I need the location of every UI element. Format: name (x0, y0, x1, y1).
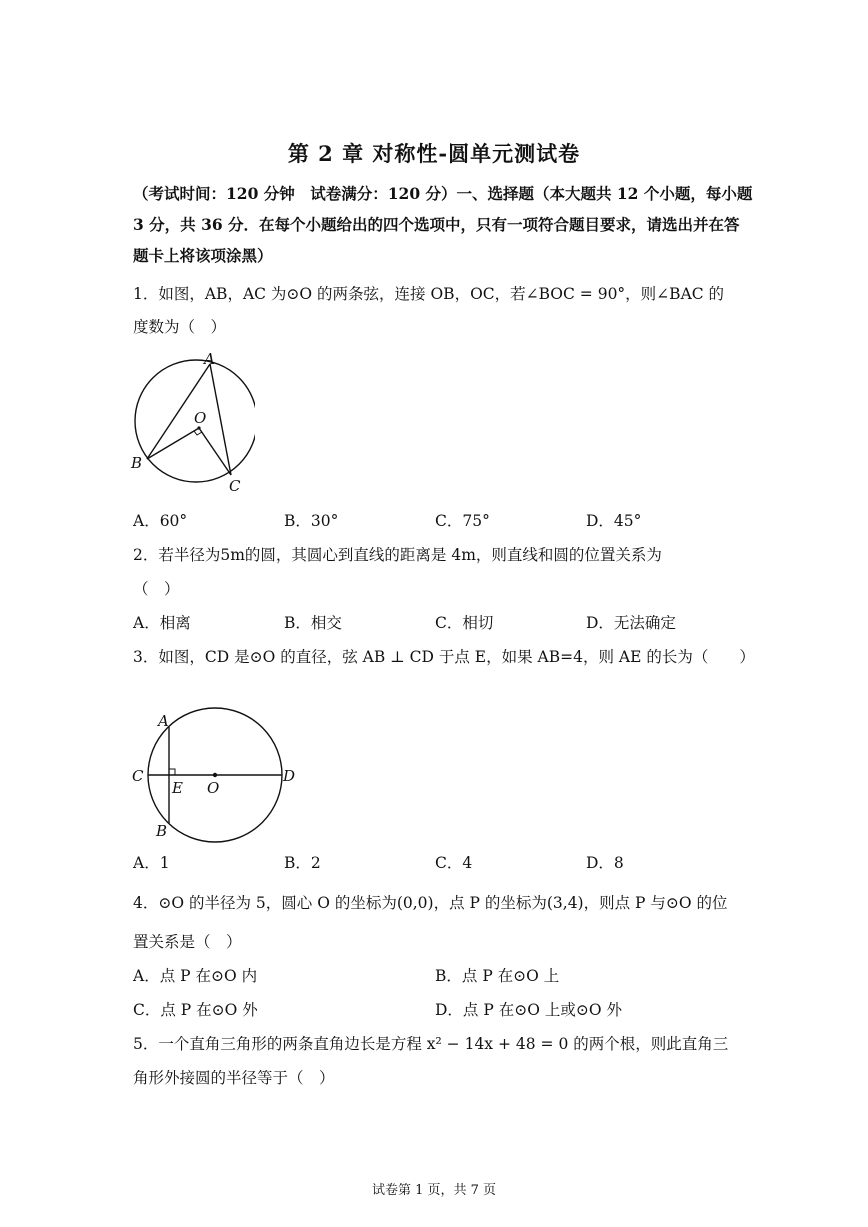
q1-stem-line1: 1．如图，AB，AC 为⊙O 的两条弦，连接 OB，OC，若∠BOC = 90°，则∠BAC 的 (133, 285, 725, 303)
q1-stem-line2: 度数为（ ） (133, 318, 227, 336)
q2-option-d: D．无法确定 (586, 614, 676, 632)
q5-stem-line2: 角形外接圆的半径等于（ ） (133, 1069, 335, 1087)
q3-option-d: D．8 (586, 854, 624, 872)
q1-option-b: B．30° (284, 512, 339, 530)
q3-stem-line1: 3．如图，CD 是⊙O 的直径，弦 AB ⊥ CD 于点 E，如果 AB=4，则 AE 的长为（ ） (133, 648, 755, 666)
q5-stem-line1: 5．一个直角三角形的两条直角边长是方程 x² − 14x + 48 = 0 的两个根，则此直角三 (133, 1035, 729, 1053)
q4-option-a: A．点 P 在⊙O 内 (133, 967, 258, 985)
q4-stem-line1: 4．⊙O 的半径为 5，圆心 O 的坐标为(0,0)，点 P 的坐标为(3,4)，则点 P 与⊙O 的位 (133, 894, 728, 912)
q3-label-b: B (156, 822, 168, 840)
q3-label-c: C (132, 767, 144, 785)
q4-option-d: D．点 P 在⊙O 上或⊙O 外 (435, 1001, 622, 1019)
q2-option-a: A．相离 (133, 614, 191, 632)
q3-label-a: A (158, 712, 169, 730)
q3-label-e: E (172, 779, 183, 797)
q1-option-a: A．60° (133, 512, 188, 530)
q1-label-c: C (229, 477, 241, 495)
q2-stem-line1: 2．若半径为5m的圆，其圆心到直线的距离是 4m，则直线和圆的位置关系为 (133, 546, 662, 564)
q4-option-b: B．点 P 在⊙O 上 (435, 967, 560, 985)
page-footer: 试卷第 1 页，共 7 页 (371, 1183, 497, 1198)
q1-option-c: C．75° (435, 512, 490, 530)
q4-stem-line2: 置关系是（ ） (133, 933, 242, 951)
q3-option-c: C．4 (435, 854, 473, 872)
q2-stem-line2: （ ） (133, 580, 180, 598)
q1-label-a: A (204, 350, 215, 368)
q3-label-d: D (283, 767, 296, 785)
section-instructions: （考试时间：120 分钟 试卷满分：120 分）一、选择题（本大题共 12 个小题，每小题 3 分，共 36 分．在每个小题给出的四个选项中，只有一项符合题目要求，请选出并在答题卡上将该项涂黑） (133, 184, 753, 265)
q1-label-o: O (194, 409, 207, 427)
page-title: 第 2 章 对称性-圆单元测试卷 (287, 141, 581, 166)
q1-figure (125, 348, 255, 498)
q3-option-a: A．1 (133, 854, 170, 872)
q3-label-o: O (207, 779, 220, 797)
q2-option-b: B．相交 (284, 614, 342, 632)
q3-figure (125, 705, 305, 845)
q3-option-b: B．2 (284, 854, 321, 872)
q2-option-c: C．相切 (435, 614, 494, 632)
q4-option-c: C．点 P 在⊙O 外 (133, 1001, 258, 1019)
q1-label-b: B (131, 454, 143, 472)
q1-option-d: D．45° (586, 512, 642, 530)
